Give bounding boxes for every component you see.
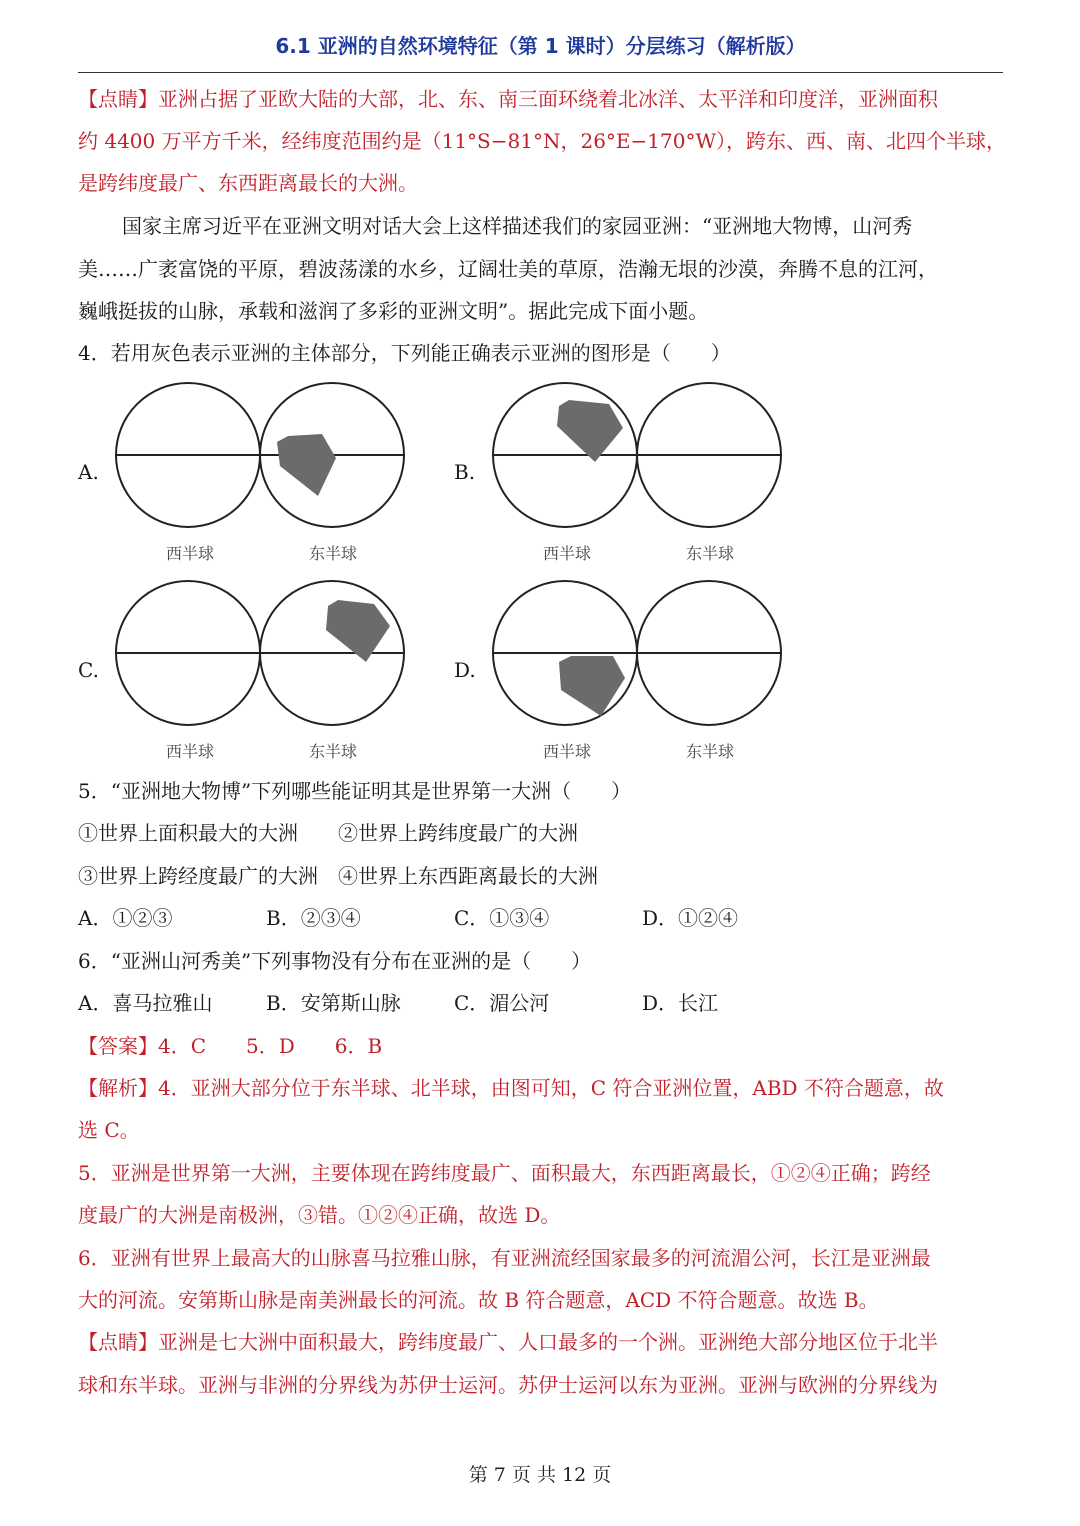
option-b-letter: B.	[454, 460, 476, 484]
option-b-hemisphere-map	[487, 380, 787, 530]
header-rule	[78, 72, 1003, 73]
tip1-line-3: 是跨纬度最广、东西距离最长的大洲。	[78, 171, 418, 195]
question-6-stem: 6．“亚洲山河秀美”下列事物没有分布在亚洲的是（ ）	[78, 949, 592, 973]
tip2-line-2: 球和东半球。亚洲与非洲的分界线为苏伊士运河。苏伊士运河以东为亚洲。亚洲与欧洲的分界线为	[78, 1373, 938, 1397]
question-5-option-b: B．②③④	[266, 906, 361, 930]
question-5-statements-2: ③世界上跨经度最广的大洲 ④世界上东西距离最长的大洲	[78, 864, 598, 888]
question-5-option-a: A．①②③	[78, 906, 173, 930]
question-4-stem: 4．若用灰色表示亚洲的主体部分，下列能正确表示亚洲的图形是（ ）	[78, 341, 731, 365]
option-d-west-label: 西半球	[543, 742, 592, 761]
tip1-line-1: 【点睛】亚洲占据了亚欧大陆的大部，北、东、南三面环绕着北冰洋、太平洋和印度洋，亚洲面积	[78, 87, 938, 111]
question-6-option-b: B．安第斯山脉	[266, 991, 401, 1015]
option-d-letter: D.	[454, 658, 476, 682]
asia-shape	[557, 400, 623, 462]
analysis-line-3: 5．亚洲是世界第一大洲，主要体现在跨纬度最广、面积最大，东西距离最长，①②④正确；跨经	[78, 1161, 931, 1185]
answer-line: 【答案】4．C 5．D 6．B	[78, 1034, 383, 1058]
question-5-option-d: D．①②④	[642, 906, 739, 930]
passage-line-3: 巍峨挺拔的山脉，承载和滋润了多彩的亚洲文明”。据此完成下面小题。	[78, 299, 709, 323]
analysis-line-5: 6．亚洲有世界上最高大的山脉喜马拉雅山脉，有亚洲流经国家最多的河流湄公河，长江是亚洲最	[78, 1246, 931, 1270]
asia-shape	[559, 656, 625, 716]
option-b-west-label: 西半球	[543, 544, 592, 563]
option-a-hemisphere-map	[110, 380, 410, 530]
question-5-statements-1: ①世界上面积最大的大洲 ②世界上跨纬度最广的大洲	[78, 821, 578, 845]
passage-line-2: 美……广袤富饶的平原，碧波荡漾的水乡，辽阔壮美的草原，浩瀚无垠的沙漠，奔腾不息的江河，	[78, 257, 938, 281]
question-5-stem: 5．“亚洲地大物博”下列哪些能证明其是世界第一大洲（ ）	[78, 779, 632, 803]
passage-line-1: 国家主席习近平在亚洲文明对话大会上这样描述我们的家园亚洲：“亚洲地大物博，山河秀	[122, 214, 913, 238]
option-a-east-label: 东半球	[309, 544, 358, 563]
analysis-line-6: 大的河流。安第斯山脉是南美洲最长的河流。故 B 符合题意，ACD 不符合题意。故选 B。	[78, 1288, 879, 1312]
question-6-option-d: D．长江	[642, 991, 719, 1015]
option-a-west-label: 西半球	[166, 544, 215, 563]
question-6-option-c: C．湄公河	[454, 991, 550, 1015]
question-6-option-a: A．喜马拉雅山	[78, 991, 213, 1015]
tip2-line-1: 【点睛】亚洲是七大洲中面积最大，跨纬度最广、人口最多的一个洲。亚洲绝大部分地区位于北半	[78, 1330, 938, 1354]
option-c-letter: C.	[78, 658, 99, 682]
question-5-option-c: C．①③④	[454, 906, 550, 930]
page-footer-number: 第 7 页 共 12 页	[468, 1464, 612, 1486]
option-b-east-label: 东半球	[686, 544, 735, 563]
analysis-line-4: 度最广的大洲是南极洲，③错。①②④正确，故选 D。	[78, 1203, 561, 1227]
tip1-line-2: 约 4400 万平方千米，经纬度范围约是（11°S−81°N，26°E−170°W），跨东、西、南、北四个半球，	[78, 129, 1007, 153]
page-header-title: 6.1 亚洲的自然环境特征（第 1 课时）分层练习（解析版）	[275, 34, 806, 58]
option-a-letter: A.	[78, 460, 99, 484]
asia-shape	[277, 434, 336, 496]
option-c-east-label: 东半球	[309, 742, 358, 761]
analysis-line-2: 选 C。	[78, 1118, 140, 1142]
option-d-hemisphere-map	[487, 578, 787, 728]
option-c-hemisphere-map	[110, 578, 410, 728]
option-d-east-label: 东半球	[686, 742, 735, 761]
option-c-west-label: 西半球	[166, 742, 215, 761]
analysis-line-1: 【解析】4．亚洲大部分位于东半球、北半球，由图可知，C 符合亚洲位置，ABD 不符合题意，故	[78, 1076, 944, 1100]
